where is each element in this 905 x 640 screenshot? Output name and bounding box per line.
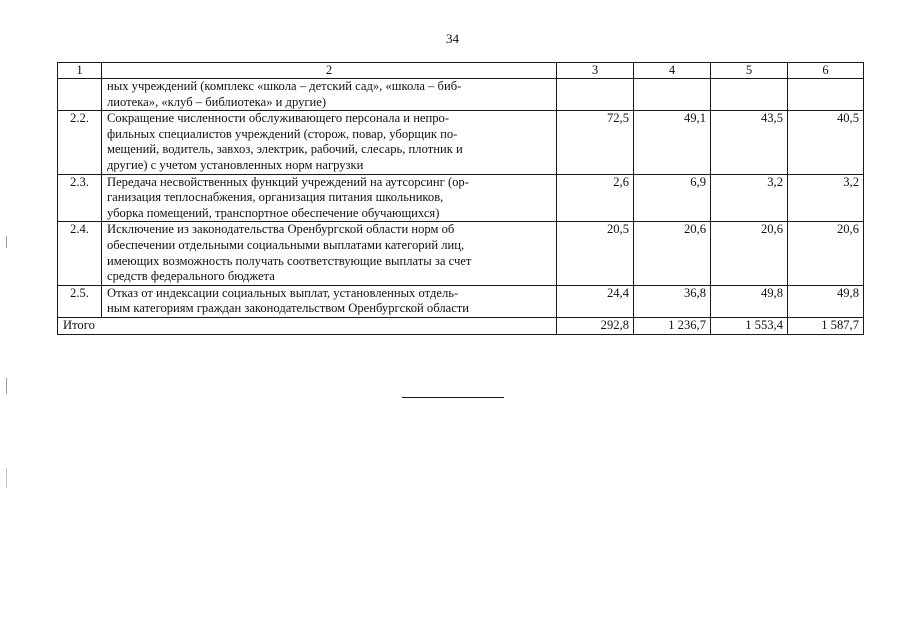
value-col-6: 3,2 — [788, 174, 864, 222]
description-line: имеющих возможность получать соответствующие выплаты за счет — [107, 253, 472, 268]
row-number: 2.3. — [58, 174, 102, 222]
value-col-4: 49,1 — [634, 111, 711, 174]
scan-artifact-mark — [6, 236, 7, 248]
value-col-4 — [634, 79, 711, 111]
value-col-3: 24,4 — [557, 285, 634, 317]
description-line: другие) с учетом установленных норм нагрузки — [107, 157, 364, 172]
row-description — [102, 111, 557, 174]
description-line: мещений, водитель, завхоз, электрик, рабочий, слесарь, плотник и — [107, 142, 463, 157]
column-header: 1 — [58, 63, 102, 79]
value-col-3: 20,5 — [557, 222, 634, 285]
value-col-3: 72,5 — [557, 111, 634, 174]
description-line: ганизация теплоснабжения, организация питания школьников, — [107, 190, 444, 205]
row-number: 2.5. — [58, 285, 102, 317]
description-line: ным категориям граждан законодательством Оренбургской области — [107, 301, 470, 316]
table-row — [58, 222, 864, 285]
total-col-5: 1 553,4 — [711, 317, 788, 334]
description-line: ных учреждений (комплекс «школа – детский сад», «школа – биб- — [107, 79, 462, 93]
row-description — [102, 79, 557, 111]
value-col-6: 20,6 — [788, 222, 864, 285]
page-number: 34 — [446, 31, 459, 46]
description-line: Отказ от индексации социальных выплат, установленных отдель- — [107, 285, 459, 300]
expenditure-table — [57, 62, 864, 335]
total-col-3: 292,8 — [557, 317, 634, 334]
row-number: 2.4. — [58, 222, 102, 285]
total-label: Итого — [58, 317, 557, 334]
row-number — [58, 79, 102, 111]
column-header: 4 — [634, 63, 711, 79]
value-col-5: 43,5 — [711, 111, 788, 174]
table-row — [58, 174, 864, 222]
scan-artifact-mark — [6, 378, 7, 394]
value-col-6: 49,8 — [788, 285, 864, 317]
row-description — [102, 174, 557, 222]
value-col-5: 3,2 — [711, 174, 788, 222]
value-col-6: 40,5 — [788, 111, 864, 174]
column-header: 2 — [102, 63, 557, 79]
value-col-4: 36,8 — [634, 285, 711, 317]
description-line: средств федерального бюджета — [107, 269, 275, 284]
row-description — [102, 222, 557, 285]
total-col-4: 1 236,7 — [634, 317, 711, 334]
value-col-3 — [557, 79, 634, 111]
value-col-6 — [788, 79, 864, 111]
description-line: фильных специалистов учреждений (сторож, повар, уборщик по- — [107, 126, 458, 141]
table-row — [58, 79, 864, 111]
column-header: 3 — [557, 63, 634, 79]
description-line: Сокращение численности обслуживающего персонала и непро- — [107, 111, 450, 126]
table-row — [58, 285, 864, 317]
column-header: 6 — [788, 63, 864, 79]
value-col-5: 49,8 — [711, 285, 788, 317]
value-col-4: 6,9 — [634, 174, 711, 222]
table-header-row — [58, 63, 864, 79]
value-col-4: 20,6 — [634, 222, 711, 285]
description-line: уборка помещений, транспортное обеспечение обучающихся) — [107, 205, 440, 220]
row-description — [102, 285, 557, 317]
row-number: 2.2. — [58, 111, 102, 174]
total-col-6: 1 587,7 — [788, 317, 864, 334]
scan-artifact-mark — [6, 468, 7, 488]
total-row — [58, 317, 864, 334]
description-line: Исключение из законодательства Оренбургской области норм об — [107, 222, 455, 237]
description-line: лиотека», «клуб – библиотека» и другие) — [107, 94, 327, 109]
column-header: 5 — [711, 63, 788, 79]
description-line: обеспечении отдельными социальными выплатами категорий лиц, — [107, 237, 465, 252]
end-divider-line — [402, 397, 504, 398]
description-line: Передача несвойственных функций учреждений на аутсорсинг (ор- — [107, 174, 469, 189]
value-col-5: 20,6 — [711, 222, 788, 285]
value-col-5 — [711, 79, 788, 111]
value-col-3: 2,6 — [557, 174, 634, 222]
table-row — [58, 111, 864, 174]
